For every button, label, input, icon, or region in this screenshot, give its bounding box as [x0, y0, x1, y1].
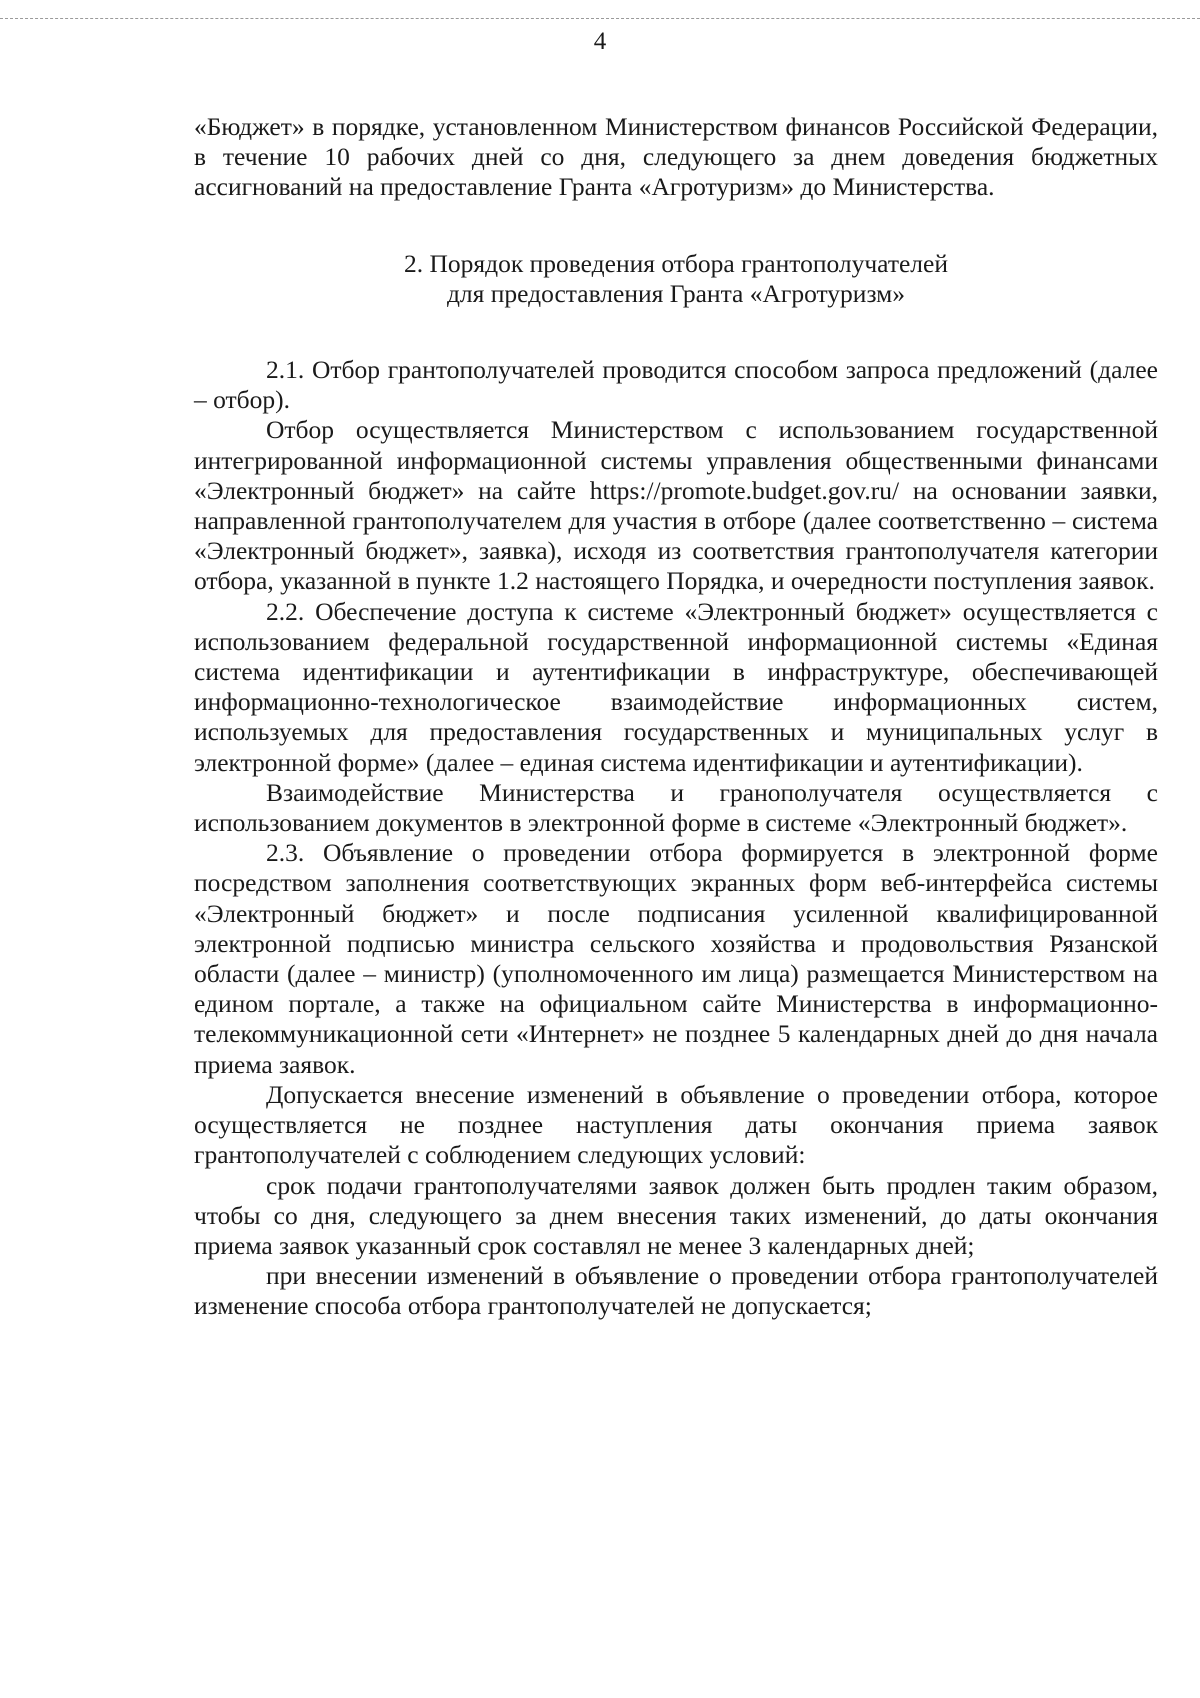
- paragraph-2-3: 2.3. Объявление о проведении отбора формируется в электронной форме посредством заполнения соответствующих экранных форм веб-интерфейса системы «Электронный бюджет» и после подписания усиленной квалифицированной электронной подписью министра сельского хозяйства и продовольствия Рязанской области (далее – министр) (уполномоченного им лица) размещается Министерством на едином портале, а также на официальном сайте Министерства в информационно-телекоммуникационной сети «Интернет» не позднее 5 календарных дней до дня начала приема заявок.: [194, 838, 1158, 1079]
- paragraph-2-1: 2.1. Отбор грантополучателей проводится способом запроса предложений (далее – отбор).: [194, 355, 1158, 415]
- paragraph-interaction: Взаимодействие Министерства и гранополучателя осуществляется с использованием документов в электронной форме в системе «Электронный бюджет».: [194, 777, 1158, 838]
- section-heading-line2: для предоставления Гранта «Агротуризм»: [446, 278, 906, 308]
- paragraph-method-unchanged: при внесении изменений в объявление о проведении отбора грантополучателей изменение способа отбора грантополучателей не допускается;: [194, 1261, 1158, 1321]
- document-body: [194, 112, 1158, 1322]
- section-heading: [194, 249, 1158, 309]
- paragraph-2-2: 2.2. Обеспечение доступа к системе «Электронный бюджет» осуществляется с использованием федеральной государственной информационной системы «Единая система идентификации и аутентификации в инфраструктуре, обеспечивающей информационно-технологическое взаимодействие информационных систем, используемых для предоставления государственных и муниципальных услуг в электронной форме» (далее – единая система идентификации и аутентификации).: [194, 596, 1158, 777]
- paragraph-deadline-extension: срок подачи грантополучателями заявок должен быть продлен таким образом, чтобы со дня, следующего за днем внесения таких изменений, до даты окончания приема заявок указанный срок составлял не менее 3 календарных дней;: [194, 1170, 1158, 1260]
- section-heading-line1: 2. Порядок проведения отбора грантополучателей: [404, 248, 948, 278]
- paragraph-selection-method: Отбор осуществляется Министерством с использованием государственной интегрированной информационной системы управления общественными финансами «Электронный бюджет» на сайте https://promote.budget.gov.ru/ на основании заявки, направленной грантополучателем для участия в отборе (далее соответственно – система «Электронный бюджет», заявка), исходя из соответствия грантополучателя категории отбора, указанной в пункте 1.2 настоящего Порядка, и очередности поступления заявок.: [194, 415, 1158, 596]
- page-number: 4: [593, 28, 607, 55]
- scan-edge-line: [0, 18, 1200, 19]
- intro-paragraph: «Бюджет» в порядке, установленном Министерством финансов Российской Федерации, в течение 10 рабочих дней со дня, следующего за днем доведения бюджетных ассигнований на предоставление Гранта «Агротуризм» до Министерства.: [194, 112, 1158, 202]
- paragraph-changes-allowed: Допускается внесение изменений в объявление о проведении отбора, которое осуществляется не позднее наступления даты окончания приема заявок грантополучателей с соблюдением следующих условий:: [194, 1079, 1158, 1170]
